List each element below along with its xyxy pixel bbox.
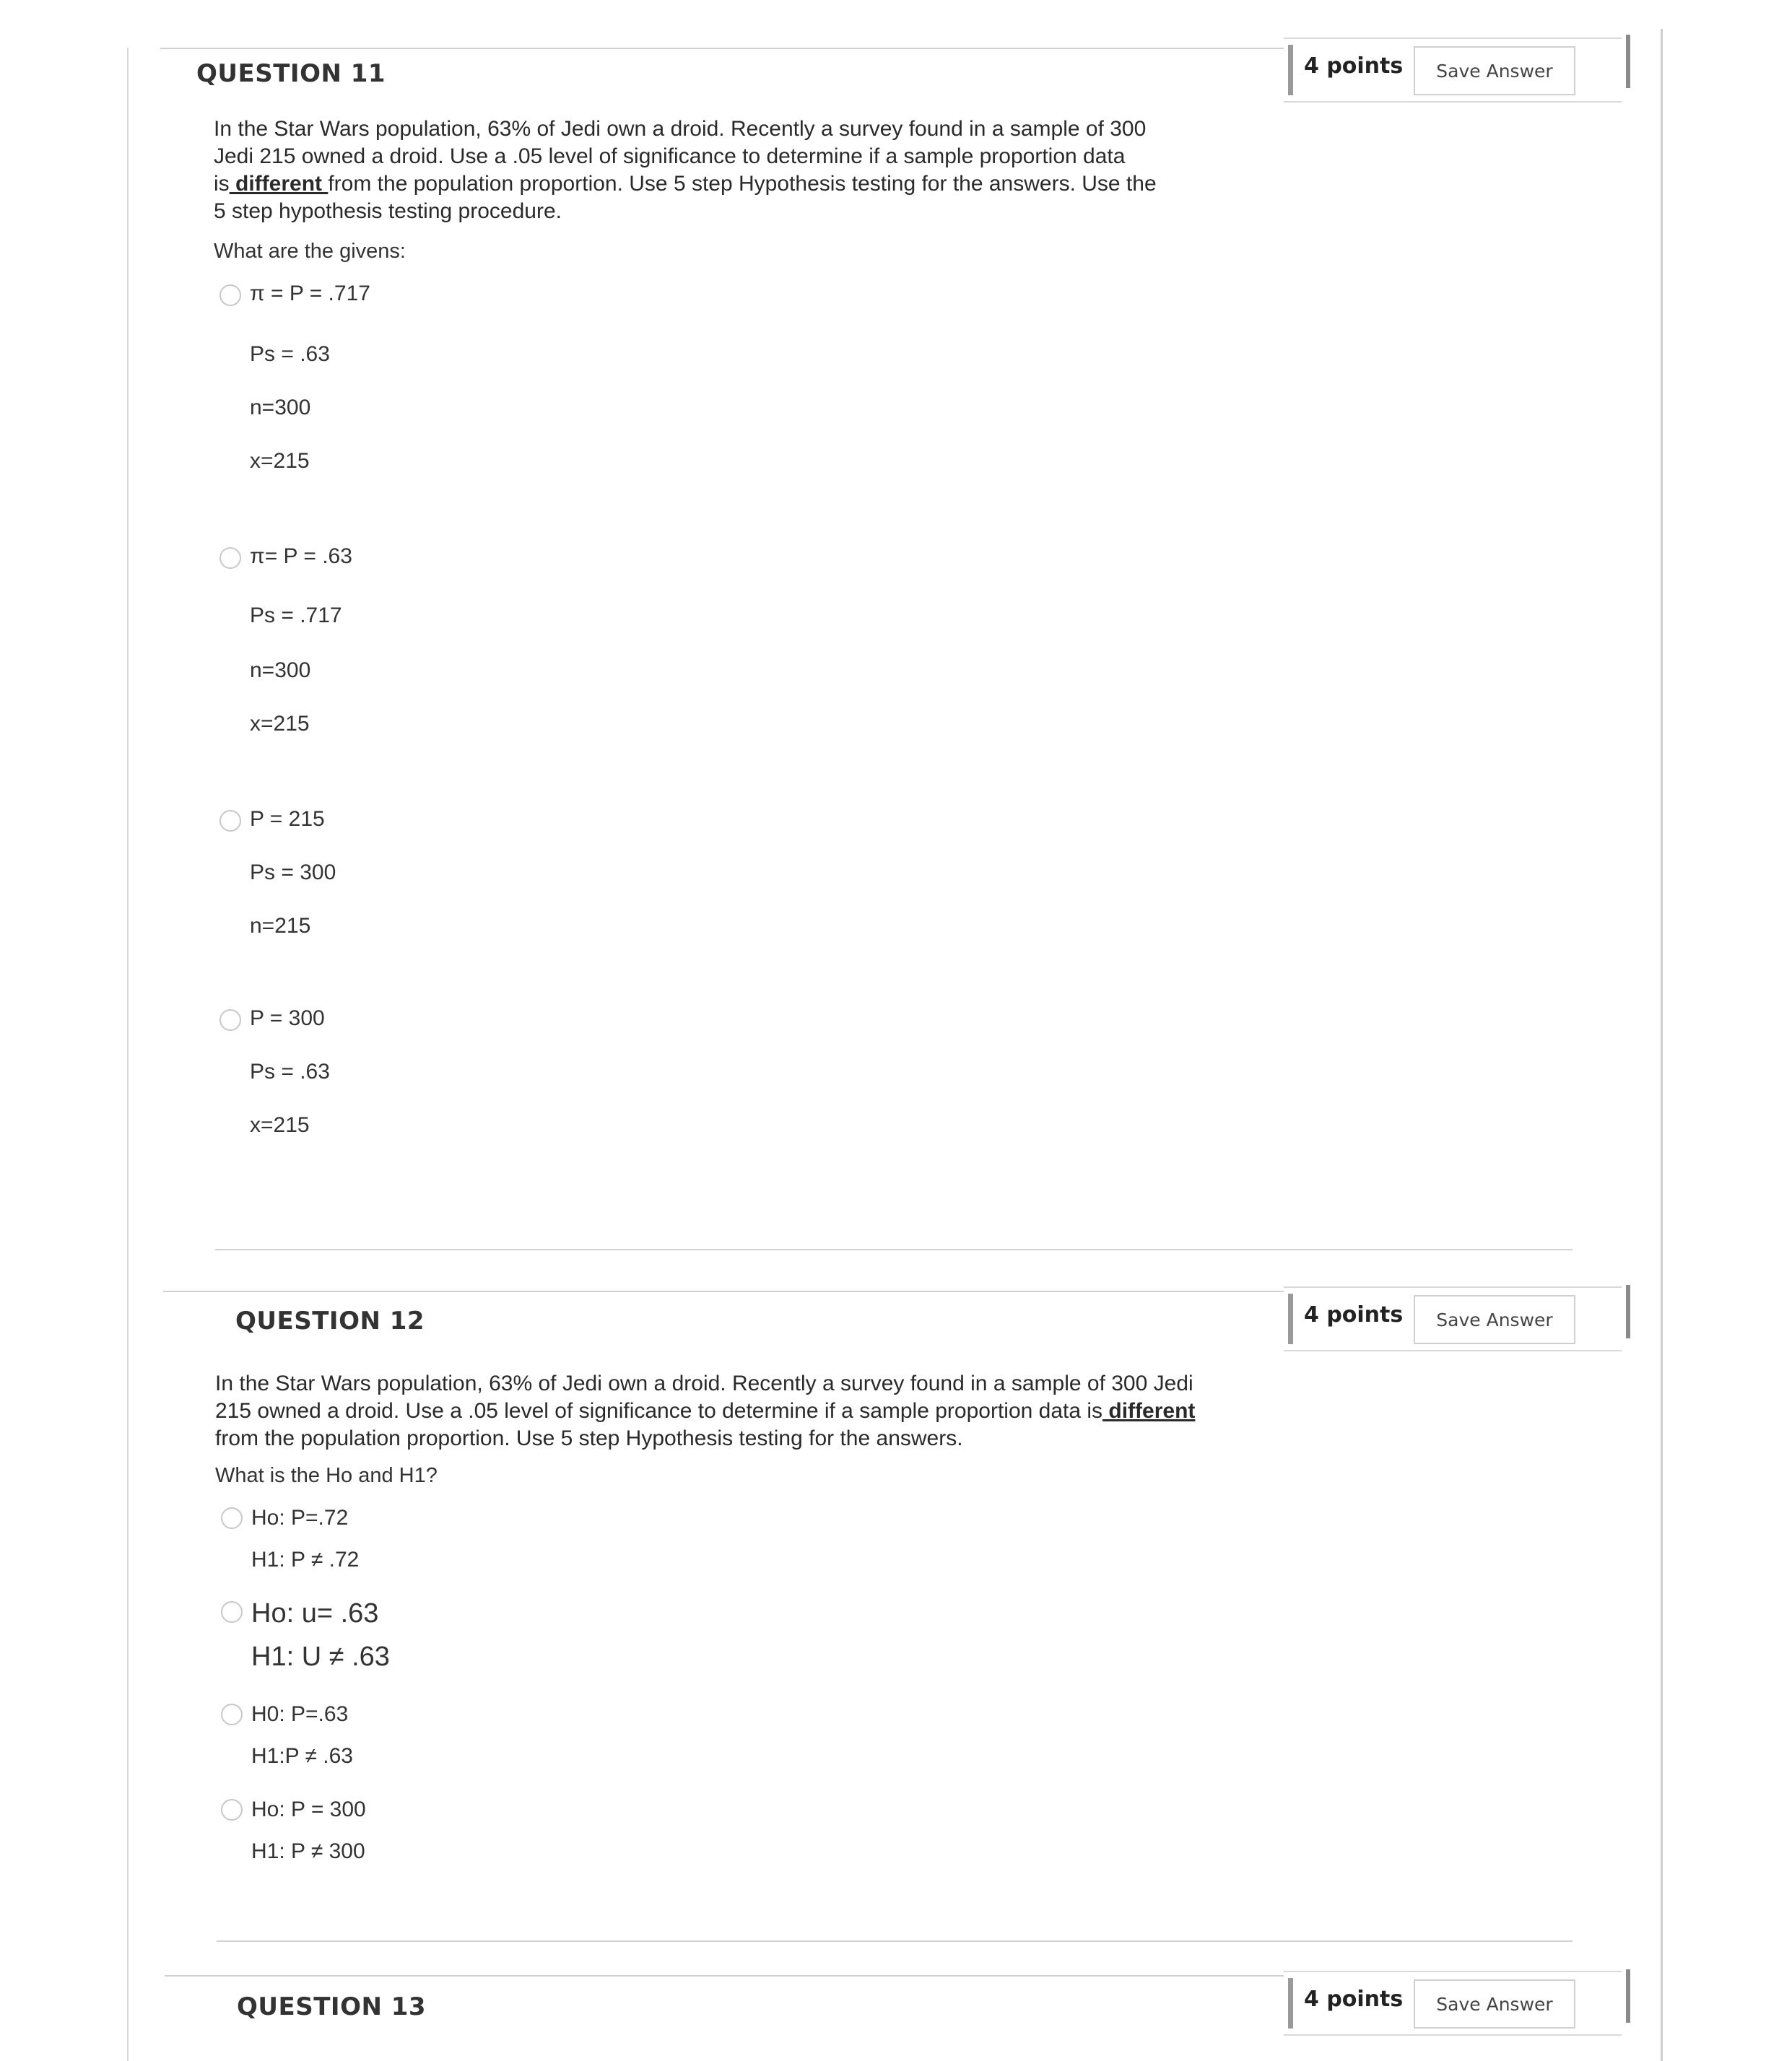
option-line: n=300 <box>250 396 311 419</box>
option-line: P = 215 <box>250 807 325 831</box>
question-11-option-3-radio[interactable] <box>219 810 241 832</box>
question-12-points: 4 points <box>1304 1302 1404 1328</box>
question-11-option-1-radio[interactable] <box>219 284 241 306</box>
question-11-save-answer-button[interactable]: Save Answer <box>1414 46 1575 95</box>
option-line: Ho: P=.72 <box>251 1506 349 1530</box>
question-11-prompt: What are the givens: <box>214 240 406 263</box>
option-line: P = 300 <box>250 1006 325 1030</box>
option-line: x=215 <box>250 1113 310 1137</box>
option-line: H1: P ≠ 300 <box>251 1839 365 1863</box>
question-12-option-4-radio[interactable] <box>221 1799 243 1821</box>
question-12-text <box>215 1370 1195 1452</box>
option-line: H0: P=.63 <box>251 1702 349 1726</box>
option-line: Ps = .717 <box>250 604 342 627</box>
page-edge-right <box>1661 29 1663 2061</box>
question-12-option-3-radio[interactable] <box>221 1704 243 1725</box>
option-line: H1: P ≠ .72 <box>251 1548 360 1572</box>
question-11-text <box>214 116 1157 225</box>
question-12-title: QUESTION 12 <box>235 1307 425 1335</box>
question-11-text-line-2: Jedi 215 owned a droid. Use a .05 level of significance to determine if a sample proportion data <box>214 144 1126 168</box>
question-13-points-box <box>1284 1971 1622 2036</box>
question-12-option-2-radio[interactable] <box>221 1601 243 1623</box>
question-12-prompt: What is the Ho and H1? <box>215 1464 438 1487</box>
question-11-text-line-1: In the Star Wars population, 63% of Jedi own a droid. Recently a survey found in a sample of 300 <box>214 117 1147 141</box>
option-line: π = P = .717 <box>250 282 370 305</box>
question-11-text-line-4: 5 step hypothesis testing procedure. <box>214 199 562 223</box>
option-line: Ho: u= .63 <box>251 1598 379 1629</box>
question-11-points: 4 points <box>1304 53 1404 79</box>
option-line: Ps = .63 <box>250 1060 330 1084</box>
option-line: H1:P ≠ .63 <box>251 1744 353 1768</box>
question-11-points-box <box>1284 38 1622 103</box>
question-13-title: QUESTION 13 <box>237 1992 427 2021</box>
question-11-text-line-3 <box>214 170 1157 198</box>
question-12-text-line-3: from the population proportion. Use 5 step Hypothesis testing for the answers. <box>215 1426 963 1450</box>
question-11-emphasis-different: different <box>229 172 329 196</box>
question-12-text-line-1: In the Star Wars population, 63% of Jedi own a droid. Recently a survey found in a sample of 300 Jedi <box>215 1372 1193 1395</box>
question-12-top-rule <box>163 1291 1287 1292</box>
question-11-title: QUESTION 11 <box>196 59 386 88</box>
question-13-save-answer-button[interactable]: Save Answer <box>1414 1979 1575 2029</box>
question-12-save-answer-button[interactable]: Save Answer <box>1414 1295 1575 1344</box>
question-13-points: 4 points <box>1304 1987 1404 2012</box>
question-11-option-4-radio[interactable] <box>219 1009 241 1031</box>
option-line: Ps = .63 <box>250 342 330 366</box>
option-line: x=215 <box>250 449 310 473</box>
question-12-points-box <box>1284 1286 1622 1351</box>
option-line: H1: U ≠ .63 <box>251 1642 390 1672</box>
question-11-text-line-3-pre: is <box>214 172 230 196</box>
option-line: Ho: P = 300 <box>251 1798 366 1821</box>
option-line: π= P = .63 <box>250 544 352 568</box>
question-12-option-1-radio[interactable] <box>221 1507 243 1529</box>
question-12-emphasis-different: different <box>1102 1399 1196 1423</box>
question-11-text-line-3-post: from the population proportion. Use 5 step Hypothesis testing for the answers. Use the <box>328 172 1157 196</box>
question-12-text-line-2-pre: 215 owned a droid. Use a .05 level of significance to determine if a sample proportion data is <box>215 1399 1103 1423</box>
question-11-bottom-divider <box>215 1249 1573 1250</box>
points-marker <box>1288 1294 1293 1344</box>
question-11-option-2-radio[interactable] <box>219 547 241 569</box>
question-12-right-marker <box>1626 1285 1630 1338</box>
question-11-top-rule <box>160 48 1287 49</box>
page-edge-left <box>127 48 129 2061</box>
question-11-right-marker <box>1626 35 1630 88</box>
question-12-text-line-2 <box>215 1398 1195 1425</box>
points-marker <box>1288 1978 1293 2029</box>
question-13-top-rule <box>165 1975 1287 1977</box>
question-13-right-marker <box>1626 1969 1630 2023</box>
option-line: x=215 <box>250 712 310 736</box>
option-line: n=215 <box>250 914 311 938</box>
option-line: n=300 <box>250 658 311 682</box>
question-12-bottom-divider <box>217 1940 1573 1942</box>
option-line: Ps = 300 <box>250 860 336 884</box>
points-marker <box>1288 45 1293 95</box>
